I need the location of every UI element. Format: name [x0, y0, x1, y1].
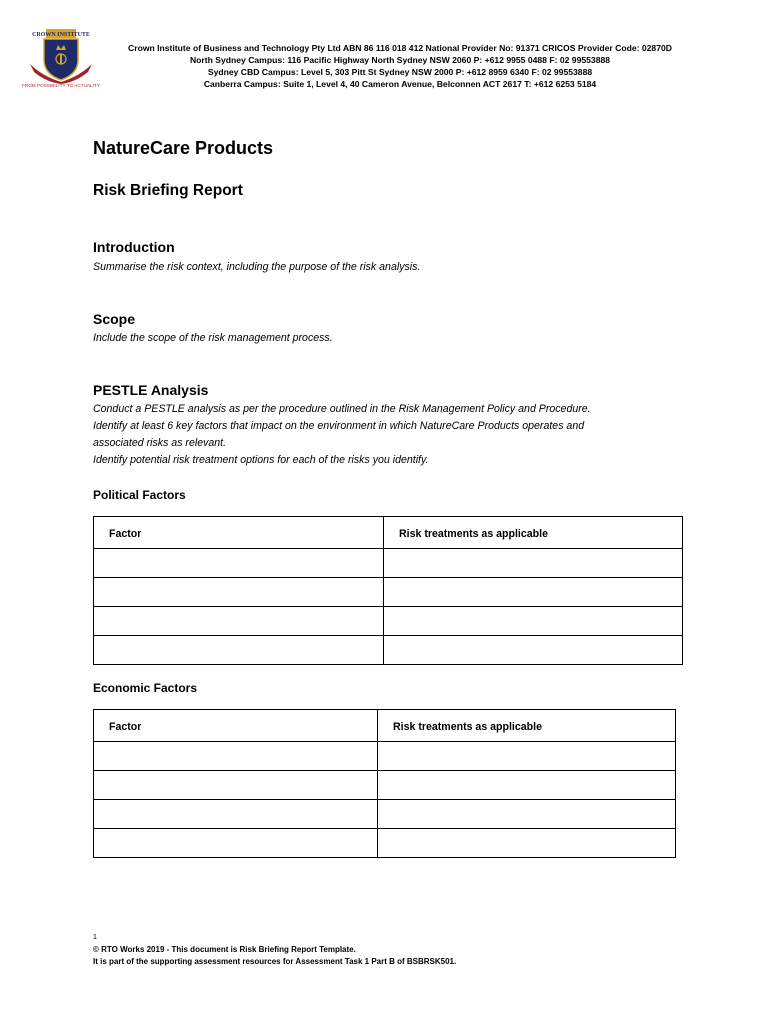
table-row [94, 742, 676, 771]
document-subtitle: Risk Briefing Report [93, 182, 243, 199]
political-factors-table [93, 516, 683, 665]
factor-cell[interactable] [94, 800, 378, 829]
page-number: 1 [93, 934, 97, 941]
factor-cell[interactable] [94, 636, 384, 665]
treatment-cell[interactable] [384, 549, 683, 578]
treatment-column-header: Risk treatments as applicable [378, 710, 676, 742]
factor-cell[interactable] [94, 607, 384, 636]
introduction-instruction: Summarise the risk context, including the purpose of the risk analysis. [93, 261, 421, 273]
logo-text: CROWN INSTITUTE [32, 32, 90, 38]
factor-cell[interactable] [94, 578, 384, 607]
factor-cell[interactable] [94, 771, 378, 800]
treatment-cell[interactable] [378, 742, 676, 771]
table-row [94, 636, 683, 665]
treatment-cell[interactable] [378, 800, 676, 829]
pestle-instruction-line: associated risks as relevant. [93, 437, 227, 449]
treatment-cell[interactable] [378, 771, 676, 800]
pestle-instructions [93, 401, 683, 469]
scope-instruction: Include the scope of the risk management process. [93, 332, 333, 344]
introduction-heading: Introduction [93, 239, 175, 255]
table-header-row [94, 517, 683, 549]
treatment-cell[interactable] [384, 636, 683, 665]
table-row [94, 829, 676, 858]
header-line-3: Sydney CBD Campus: Level 5, 303 Pitt St Sydney NSW 2000 P: +612 8959 6340 F: 02 99553888 [207, 67, 593, 77]
table-row [94, 800, 676, 829]
pestle-instruction-line: Identify potential risk treatment options for each of the risks you identify. [93, 454, 429, 466]
header-line-1: Crown Institute of Business and Technology Pty Ltd ABN 86 116 018 412 National Provider No: 91371 CRICOS Provider Code: 02870D [128, 43, 672, 53]
pestle-heading: PESTLE Analysis [93, 382, 209, 398]
treatment-cell[interactable] [378, 829, 676, 858]
table-row [94, 578, 683, 607]
institute-logo [22, 28, 100, 92]
header-line-2: North Sydney Campus: 116 Pacific Highway North Sydney NSW 2060 P: +612 9955 0488 F: 02 99553888 [189, 55, 611, 65]
table-header-row [94, 710, 676, 742]
footer-assessment-note: It is part of the supporting assessment resources for Assessment Task 1 Part B of BSBRSK501. [93, 957, 457, 966]
document-title: NatureCare Products [93, 138, 274, 158]
scope-heading: Scope [93, 311, 136, 327]
institution-header [100, 42, 700, 90]
treatment-cell[interactable] [384, 607, 683, 636]
economic-factors-table [93, 709, 676, 858]
factor-column-header: Factor [94, 710, 378, 742]
treatment-column-header: Risk treatments as applicable [384, 517, 683, 549]
economic-factors-heading: Economic Factors [93, 681, 198, 695]
factor-cell[interactable] [94, 549, 384, 578]
table-row [94, 607, 683, 636]
political-factors-heading: Political Factors [93, 488, 186, 502]
pestle-instruction-line: Identify at least 6 key factors that impact on the environment in which NatureCare Products operates and [93, 420, 585, 432]
table-row [94, 771, 676, 800]
treatment-cell[interactable] [384, 578, 683, 607]
pestle-instruction-line: Conduct a PESTLE analysis as per the procedure outlined in the Risk Management Policy and Procedure. [93, 403, 591, 415]
header-line-4: Canberra Campus: Suite 1, Level 4, 40 Cameron Avenue, Belconnen ACT 2617 T: +612 6253 5184 [203, 79, 597, 89]
factor-cell[interactable] [94, 742, 378, 771]
table-row [94, 549, 683, 578]
footer-copyright: © RTO Works 2019 - This document is Risk Briefing Report Template. [93, 945, 356, 954]
factor-cell[interactable] [94, 829, 378, 858]
logo-motto: FROM POSSIBILITY TO ACTUALITY [22, 83, 100, 88]
crest-icon [22, 28, 100, 84]
factor-column-header: Factor [94, 517, 384, 549]
page-footer [93, 932, 456, 968]
